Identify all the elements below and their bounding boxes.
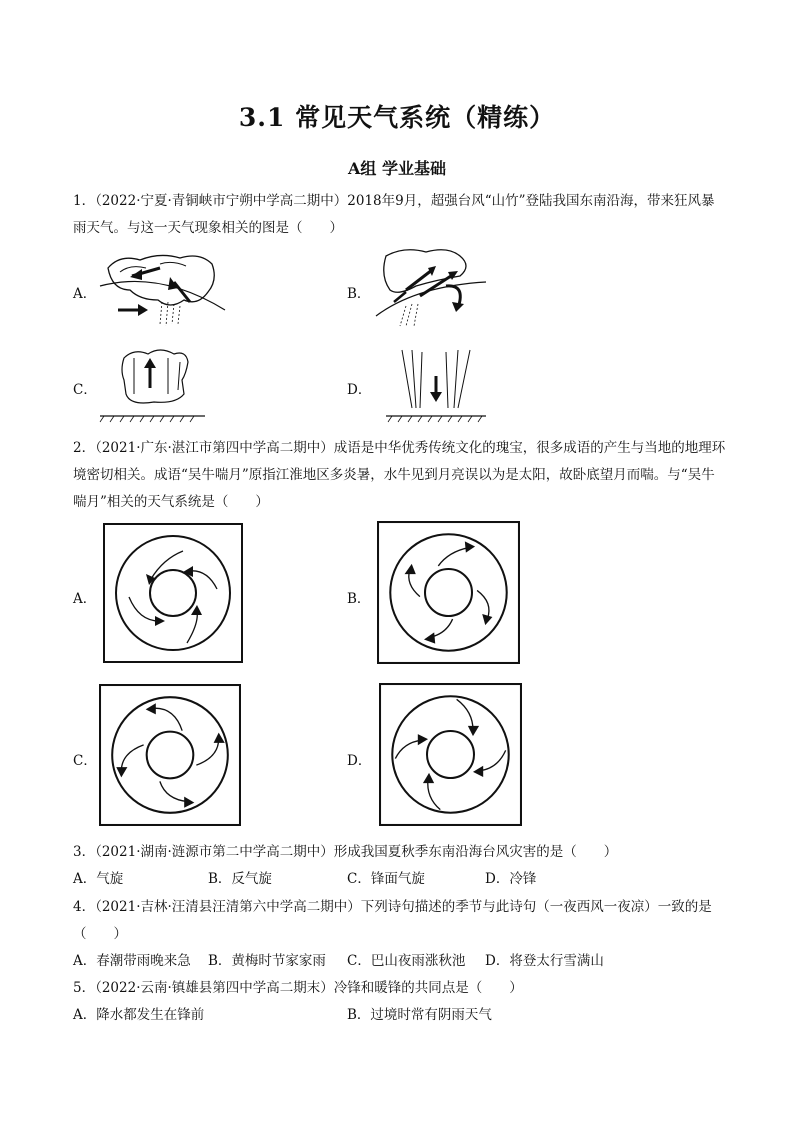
q5-option-a: A．降水都发生在锋前 [73, 1007, 205, 1023]
q1-option-b-label: B． [347, 286, 371, 302]
q1-figure-b [376, 246, 491, 332]
question-5-text: 5．（2022·云南·镇雄县第四中学高二期末）冷锋和暖锋的共同点是（ ） [73, 980, 523, 996]
q1-figure-c [100, 344, 205, 424]
q4-option-b: B．黄梅时节家家雨 [208, 953, 326, 969]
q2-option-c-label: C． [73, 753, 97, 769]
q3-option-c: C．锋面气旋 [347, 871, 425, 887]
q2-option-a-label: A． [73, 591, 97, 607]
question-3-text: 3．（2021·湖南·涟源市第二中学高二期中）形成我国夏秋季东南沿海台风灾害的是（ ） [73, 844, 618, 860]
q2-figure-c [99, 684, 241, 826]
q3-option-d: D．冷锋 [485, 871, 537, 887]
question-2-text: 2．（2021·广东·湛江市第四中学高二期中）成语是中华优秀传统文化的瑰宝，很多成语的产生与当地的地理环境密切相关。成语“吴牛喘月”原指江淮地区多炎暑，水牛见到月亮误以为是太阳，故卧底望月而喘。与“吴牛喘月”相关的天气系统是（ ） [73, 440, 726, 510]
q2-figure-d [379, 683, 522, 826]
q1-figure-a [100, 250, 225, 330]
q1-option-d-label: D． [347, 382, 372, 398]
q4-option-a: A．春潮带雨晚来急 [73, 953, 191, 969]
q3-option-b: B．反气旋 [208, 871, 272, 887]
question-1-text: 1．（2022·宁夏·青铜峡市宁朔中学高二期中）2018年9月，超强台风“山竹”登陆我国东南沿海，带来狂风暴雨天气。与这一天气现象相关的图是（ ） [73, 193, 715, 236]
q2-option-d-label: D． [347, 753, 372, 769]
q1-option-a-label: A． [73, 286, 97, 302]
q2-figure-a [103, 523, 243, 663]
question-4-text: 4．（2021·吉林·汪清县汪清第六中学高二期中）下列诗句描述的季节与此诗句（一夜西风一夜凉）一致的是（ ） [73, 899, 712, 942]
q2-option-b-label: B． [347, 591, 371, 607]
q5-option-b: B．过境时常有阴雨天气 [347, 1007, 492, 1023]
q2-figure-b [377, 521, 520, 664]
q3-option-a: A．气旋 [73, 871, 124, 887]
q4-option-c: C．巴山夜雨涨秋池 [347, 953, 466, 969]
q4-option-d: D．将登太行雪满山 [485, 953, 604, 969]
page-title: 3.1 常见天气系统（精练） [238, 103, 556, 132]
q1-option-c-label: C． [73, 382, 97, 398]
q1-figure-d [386, 346, 486, 426]
section-heading: A组 学业基础 [348, 159, 446, 178]
